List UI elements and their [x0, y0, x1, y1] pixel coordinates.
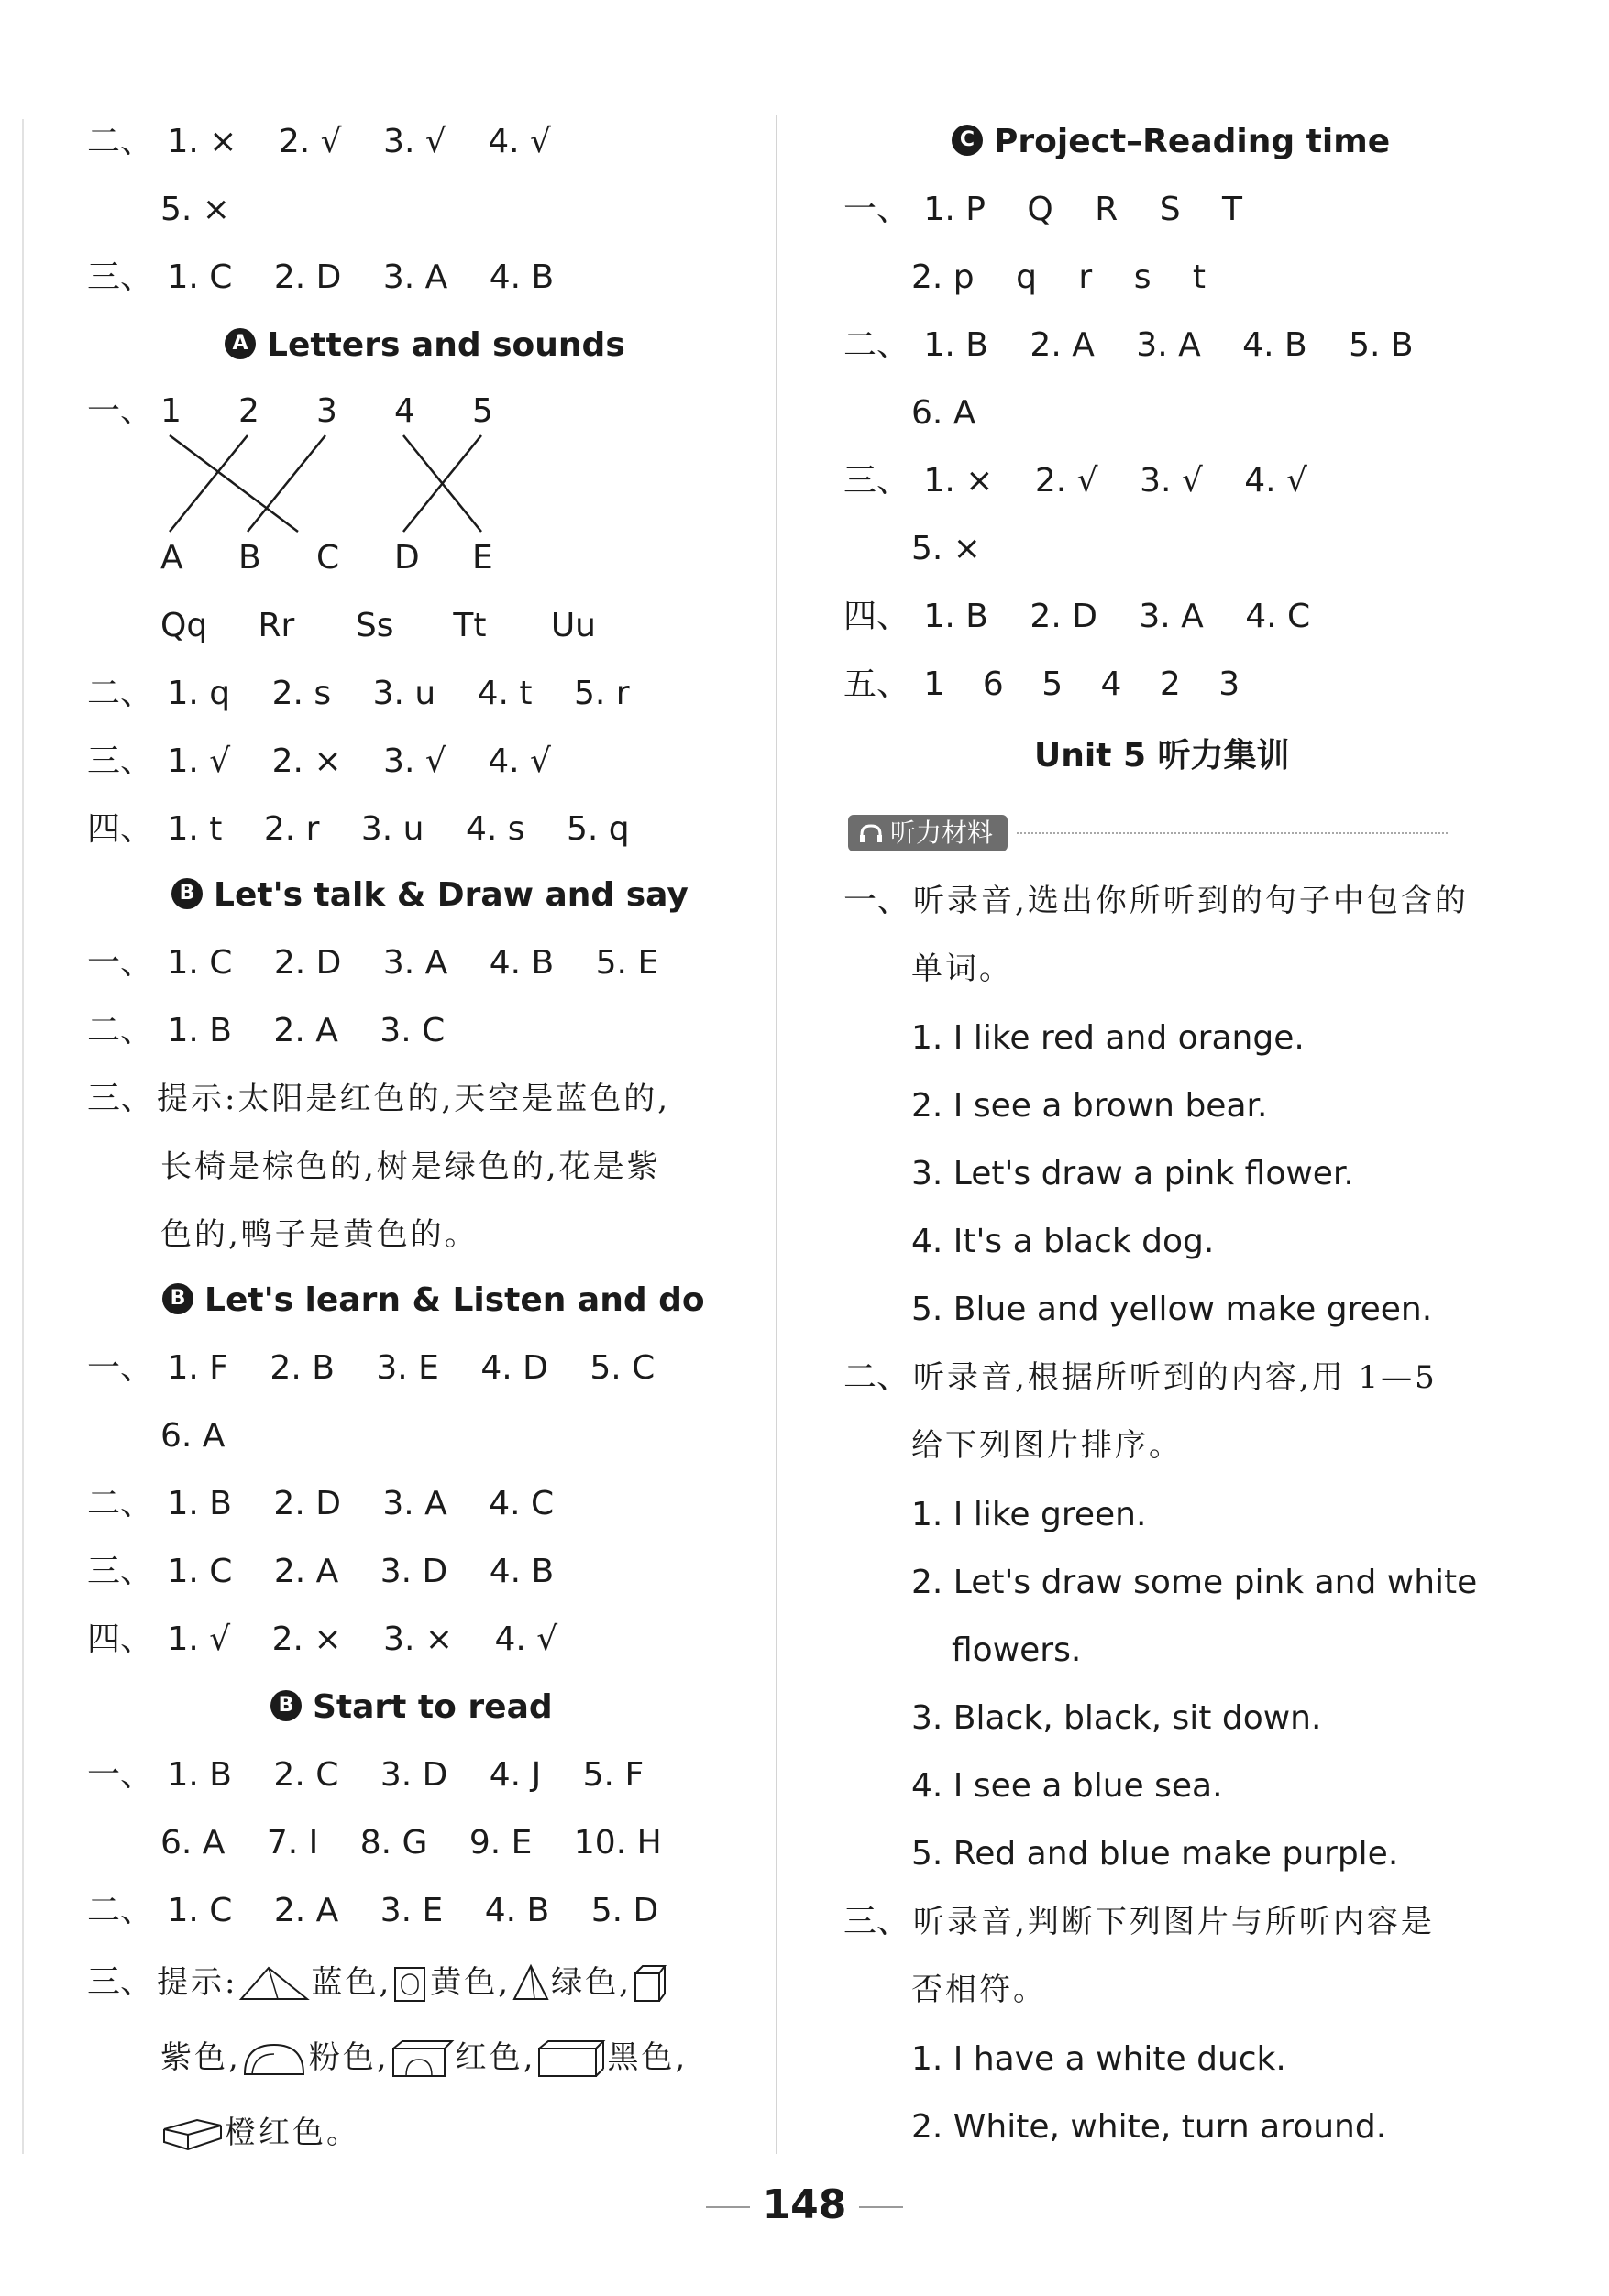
section-title: Letters and sounds: [267, 326, 625, 364]
answer-item: s: [1133, 258, 1152, 296]
hint-text: 长椅是棕色的,树是绿色的,花是紫: [160, 1148, 661, 1185]
question-text: 给下列图片排序。: [911, 1427, 1183, 1464]
hint-row: [160, 1214, 479, 1256]
section-label: 一、: [843, 191, 910, 228]
section-label: 二、: [87, 675, 154, 712]
question-number: 三、: [843, 1903, 910, 1940]
color-text: 粉色,: [308, 2039, 390, 2076]
answer-item: Q: [1027, 191, 1053, 228]
unit-title: Unit 5 听力集训: [1034, 737, 1290, 774]
section-heading: [162, 1280, 705, 1322]
answer-item: 6. A: [160, 1824, 226, 1862]
answer-row: [911, 392, 1007, 434]
section-label: 五、: [843, 665, 910, 703]
answer-item: 3. u: [360, 810, 424, 848]
answer-item: 1. C: [167, 1553, 233, 1590]
answer-row: [87, 1347, 686, 1390]
section-label: 三、: [87, 1553, 154, 1590]
answer-item: 1: [923, 665, 945, 703]
answer-item: 1. ×: [167, 123, 237, 160]
answer-item: 6. A: [911, 394, 976, 432]
script-sentence: 4. It's a black dog.: [911, 1223, 1215, 1260]
answer-item: 2. D: [273, 1485, 341, 1522]
half-cylinder-shape-icon: [241, 2038, 309, 2080]
answer-item: 4. √: [488, 123, 551, 160]
section-label: 四、: [87, 1620, 154, 1658]
answer-item: 3. D: [380, 1756, 448, 1794]
section-label: 一、: [87, 1756, 154, 1794]
answer-item: 10. H: [573, 1824, 662, 1862]
answer-row: [843, 324, 1445, 367]
answer-item: 1. B: [167, 1012, 232, 1049]
letter-pair: Uu: [550, 607, 596, 644]
listening-material-label: 听力材料: [890, 818, 994, 848]
answer-item: t: [1192, 258, 1207, 296]
answer-item: 3: [1218, 665, 1240, 703]
answer-item: 3. D: [380, 1553, 448, 1590]
answer-item: 3. √: [383, 123, 446, 160]
answer-item: 3. A: [382, 1485, 447, 1522]
answer-item: 2. ×: [271, 1620, 342, 1658]
question-text: 单词。: [911, 950, 1013, 987]
letter-pair: Rr: [258, 607, 295, 644]
answer-item: 3. ×: [383, 1620, 454, 1658]
answer-item: 1. B: [167, 1756, 232, 1794]
listening-material-pill: [848, 815, 1008, 851]
hint-text: 提示:: [157, 1964, 238, 2001]
question-row: [911, 948, 1013, 990]
pyramid-shape-icon: [511, 1962, 551, 2005]
answer-item: 4. √: [1244, 462, 1307, 500]
answer-row: [160, 1822, 693, 1864]
section-label: 二、: [87, 1012, 154, 1049]
script-sentence: 3. Black, black, sit down.: [911, 1699, 1322, 1737]
section-label: 三、: [87, 258, 154, 296]
answer-item: 1. t: [167, 810, 223, 848]
answer-item: 1. √: [167, 742, 231, 780]
answer-item: 4. B: [1242, 326, 1307, 364]
answer-item: 5. D: [590, 1892, 659, 1929]
answer-item: 4. s: [465, 810, 525, 848]
answer-item: 4. C: [489, 1485, 555, 1522]
question-row: [911, 1424, 1183, 1467]
section-label: 二、: [843, 326, 910, 364]
answer-item: 5. E: [595, 944, 659, 982]
color-text: 黑色,: [607, 2039, 689, 2076]
cube-shape-icon: [632, 1962, 668, 2005]
color-text: 红色,: [455, 2039, 536, 2076]
answer-row: [87, 808, 661, 851]
script-sentence: 2. White, white, turn around.: [911, 2108, 1387, 2146]
match-letter: E: [472, 539, 493, 577]
answer-item: 3. A: [1136, 326, 1201, 364]
answer-item: 8. G: [359, 1824, 428, 1862]
section-label: 二、: [87, 1485, 154, 1522]
section-heading: [171, 874, 689, 917]
answer-item: 3. √: [383, 742, 446, 780]
answer-item: 1. P: [923, 191, 986, 228]
answer-item: r: [1078, 258, 1093, 296]
section-label: 一、: [87, 1349, 154, 1387]
answer-item: 4. D: [480, 1349, 548, 1387]
page-edge-line: [22, 119, 24, 2154]
hint-row: [160, 1146, 661, 1188]
answer-row: [843, 664, 1267, 706]
answer-row: [843, 189, 1273, 231]
answer-item: 3. A: [1139, 598, 1204, 635]
answer-item: 4. B: [489, 258, 555, 296]
match-number: 3: [316, 392, 337, 430]
match-letter: B: [238, 539, 261, 577]
match-letter: A: [160, 539, 183, 577]
answer-item: 3. A: [382, 258, 448, 296]
headphones-icon: [859, 823, 883, 843]
prism-shape-icon: [237, 1962, 311, 2005]
answer-item: 1. B: [923, 326, 988, 364]
letter-pairs-row: [160, 605, 638, 647]
section-heading: [225, 324, 625, 367]
answer-row: [87, 1551, 585, 1593]
page-number-dash: [706, 2206, 750, 2208]
section-badge-icon: B: [171, 878, 203, 909]
answer-item: 2. √: [278, 123, 342, 160]
answer-item: 4. t: [477, 675, 533, 712]
script-sentence: 1. I like green.: [911, 1496, 1147, 1533]
answer-item: 4. J: [489, 1756, 542, 1794]
answer-row: [87, 673, 661, 715]
answer-item: 2. A: [273, 1012, 338, 1049]
answer-row: [87, 942, 689, 984]
section-label: 三、: [843, 462, 910, 500]
question-row: [843, 1357, 1438, 1399]
script-sentence: 5. Blue and yellow make green.: [911, 1291, 1433, 1328]
color-text: 紫色,: [160, 2039, 241, 2076]
section-title: Project–Reading time: [994, 123, 1391, 160]
answer-item: 6: [982, 665, 1004, 703]
answer-item: 2. A: [273, 1553, 339, 1590]
answer-item: 1. √: [167, 1620, 231, 1658]
listening-material-tag: [848, 814, 1448, 852]
shape-hint-row: [160, 2112, 360, 2155]
match-number: 4: [394, 392, 415, 430]
answer-item: 1. C: [167, 1892, 233, 1929]
answer-item: 4. B: [489, 944, 555, 982]
script-sentence: 2. I see a brown bear.: [911, 1087, 1268, 1125]
section-heading: [952, 121, 1390, 163]
section-label: 一、: [87, 944, 154, 982]
color-text: 绿色,: [551, 1964, 632, 2001]
hint-text: 色的,鸭子是黄色的。: [160, 1216, 479, 1253]
match-letter: D: [394, 539, 420, 577]
answer-item: 3. u: [372, 675, 436, 712]
answer-item: 3. E: [380, 1892, 444, 1929]
answer-item: T: [1222, 191, 1242, 228]
section-badge-icon: A: [225, 328, 256, 359]
letter-pair: Tt: [453, 607, 487, 644]
answer-row: [843, 596, 1341, 638]
answer-item: 6. A: [160, 1417, 226, 1455]
answer-row: [87, 741, 582, 783]
answer-item: 5. ×: [911, 530, 981, 567]
question-number: 二、: [843, 1358, 910, 1396]
answer-item: 5. B: [1349, 326, 1414, 364]
page-number-dash: [859, 2206, 903, 2208]
answer-row: [843, 460, 1339, 502]
answer-row: [87, 1010, 476, 1052]
answer-item: 5. r: [574, 675, 630, 712]
answer-item: 3. √: [1140, 462, 1203, 500]
answer-item: 2. B: [270, 1349, 335, 1387]
answer-item: 9. E: [468, 1824, 533, 1862]
answer-item: 1. C: [167, 258, 233, 296]
answer-item: 3. E: [376, 1349, 439, 1387]
answer-item: 2. D: [273, 944, 342, 982]
page-number: [0, 2181, 1609, 2228]
question-number: 一、: [843, 882, 910, 919]
section-title: Let's talk & Draw and say: [214, 876, 689, 914]
answer-row: [87, 121, 582, 163]
answer-item: 2. D: [273, 258, 342, 296]
section-label: 三、: [87, 742, 154, 780]
answer-row: [87, 1483, 585, 1525]
section-label: 三、: [87, 1963, 154, 2001]
answer-item: 4: [1100, 665, 1122, 703]
script-sentence: 1. I like red and orange.: [911, 1019, 1305, 1057]
answer-item: 5. F: [582, 1756, 645, 1794]
answer-item: 5. ×: [160, 191, 230, 228]
answer-item: 1. q: [167, 675, 231, 712]
matching-diagram: [160, 385, 493, 587]
match-letter: C: [316, 539, 340, 577]
answer-row: [87, 257, 585, 299]
answer-item: 2. A: [1030, 326, 1095, 364]
script-sentence: 1. I have a white duck.: [911, 2040, 1286, 2078]
section-label: 三、: [87, 1080, 154, 1117]
script-sentence: 3. Let's draw a pink flower.: [911, 1155, 1354, 1192]
section-label: 二、: [87, 123, 154, 160]
answer-row: [87, 1890, 689, 1932]
question-row: [843, 1901, 1435, 1943]
answer-item: 2. D: [1030, 598, 1097, 635]
question-row: [911, 1969, 1047, 2011]
script-sentence: flowers.: [952, 1631, 1082, 1669]
script-sentence: 2. Let's draw some pink and white: [911, 1564, 1478, 1601]
answer-row: [160, 189, 261, 231]
answer-item: 4. √: [488, 742, 551, 780]
answer-item: 5. C: [590, 1349, 656, 1387]
question-text: 听录音,选出你所听到的句子中包含的: [913, 883, 1469, 919]
answer-item: 7. I: [266, 1824, 319, 1862]
answer-item: 3. C: [380, 1012, 446, 1049]
answer-row: [160, 1415, 256, 1457]
shape-hint-row: [87, 1961, 668, 2005]
answer-row: [911, 528, 1012, 570]
answer-item: 2. C: [273, 1756, 339, 1794]
answer-item: 2. s: [271, 675, 332, 712]
letter-pair: Qq: [160, 607, 208, 644]
dotted-rule: [1017, 832, 1448, 834]
section-label: 一、: [87, 392, 154, 430]
cylinder-box-shape-icon: [391, 1962, 430, 2005]
arch-block-shape-icon: [390, 2038, 456, 2080]
section-badge-icon: B: [162, 1283, 193, 1314]
answer-item: 4. B: [489, 1553, 555, 1590]
column-divider: [776, 115, 777, 2154]
question-text: 否相符。: [911, 1972, 1047, 2008]
section-label: 四、: [843, 598, 910, 635]
answer-item: 1. ×: [923, 462, 994, 500]
answer-item: q: [1016, 258, 1037, 296]
color-text: 蓝色,: [311, 1964, 392, 2001]
question-text: 听录音,判断下列图片与所听内容是: [913, 1904, 1435, 1940]
match-number: 5: [472, 392, 493, 430]
flat-cuboid-shape-icon: [160, 2113, 225, 2155]
answer-item: 4. C: [1245, 598, 1311, 635]
answer-item: 2. A: [273, 1892, 339, 1929]
answer-item: 4. √: [494, 1620, 558, 1658]
section-heading: [270, 1686, 553, 1729]
answer-item: 1. C: [167, 944, 233, 982]
hint-row: [87, 1078, 670, 1120]
match-number: 1: [160, 392, 182, 430]
answer-item: 1. B: [923, 598, 988, 635]
letter-pair: Ss: [355, 607, 394, 644]
answer-row: [911, 257, 1237, 299]
answer-item: 5: [1041, 665, 1063, 703]
answer-item: 5. q: [566, 810, 630, 848]
answer-item: S: [1159, 191, 1181, 228]
matching-row-numbers: [87, 390, 157, 433]
question-row: [843, 880, 1469, 922]
shape-hint-row: [160, 2037, 688, 2080]
answer-item: 2. p: [911, 258, 975, 296]
answer-item: 1. F: [167, 1349, 228, 1387]
section-label: 二、: [87, 1892, 154, 1929]
answer-item: R: [1095, 191, 1119, 228]
page-number-text: 148: [762, 2181, 847, 2228]
answer-item: 1. B: [167, 1485, 232, 1522]
color-text: 橙红色。: [225, 2115, 360, 2151]
cuboid-shape-icon: [535, 2038, 607, 2080]
section-title: Start to read: [313, 1688, 553, 1726]
answer-item: 2: [1159, 665, 1181, 703]
script-sentence: 4. I see a blue sea.: [911, 1767, 1223, 1805]
answer-item: 4. B: [484, 1892, 550, 1929]
hint-text: 提示:太阳是红色的,天空是蓝色的,: [157, 1081, 671, 1117]
answer-item: 2. ×: [271, 742, 342, 780]
section-badge-icon: B: [270, 1690, 302, 1721]
answer-item: 2. √: [1034, 462, 1098, 500]
section-badge-icon: C: [952, 125, 983, 156]
section-label: 四、: [87, 810, 154, 848]
answer-row: [87, 1619, 589, 1661]
color-text: 黄色,: [430, 1964, 512, 2001]
question-text: 听录音,根据所听到的内容,用 1—5: [913, 1359, 1438, 1396]
section-title: Let's learn & Listen and do: [204, 1281, 705, 1319]
script-sentence: 5. Red and blue make purple.: [911, 1835, 1399, 1873]
answer-item: 2. r: [263, 810, 320, 848]
match-number: 2: [238, 392, 259, 430]
answer-row: [87, 1754, 675, 1796]
answer-item: 3. A: [382, 944, 448, 982]
